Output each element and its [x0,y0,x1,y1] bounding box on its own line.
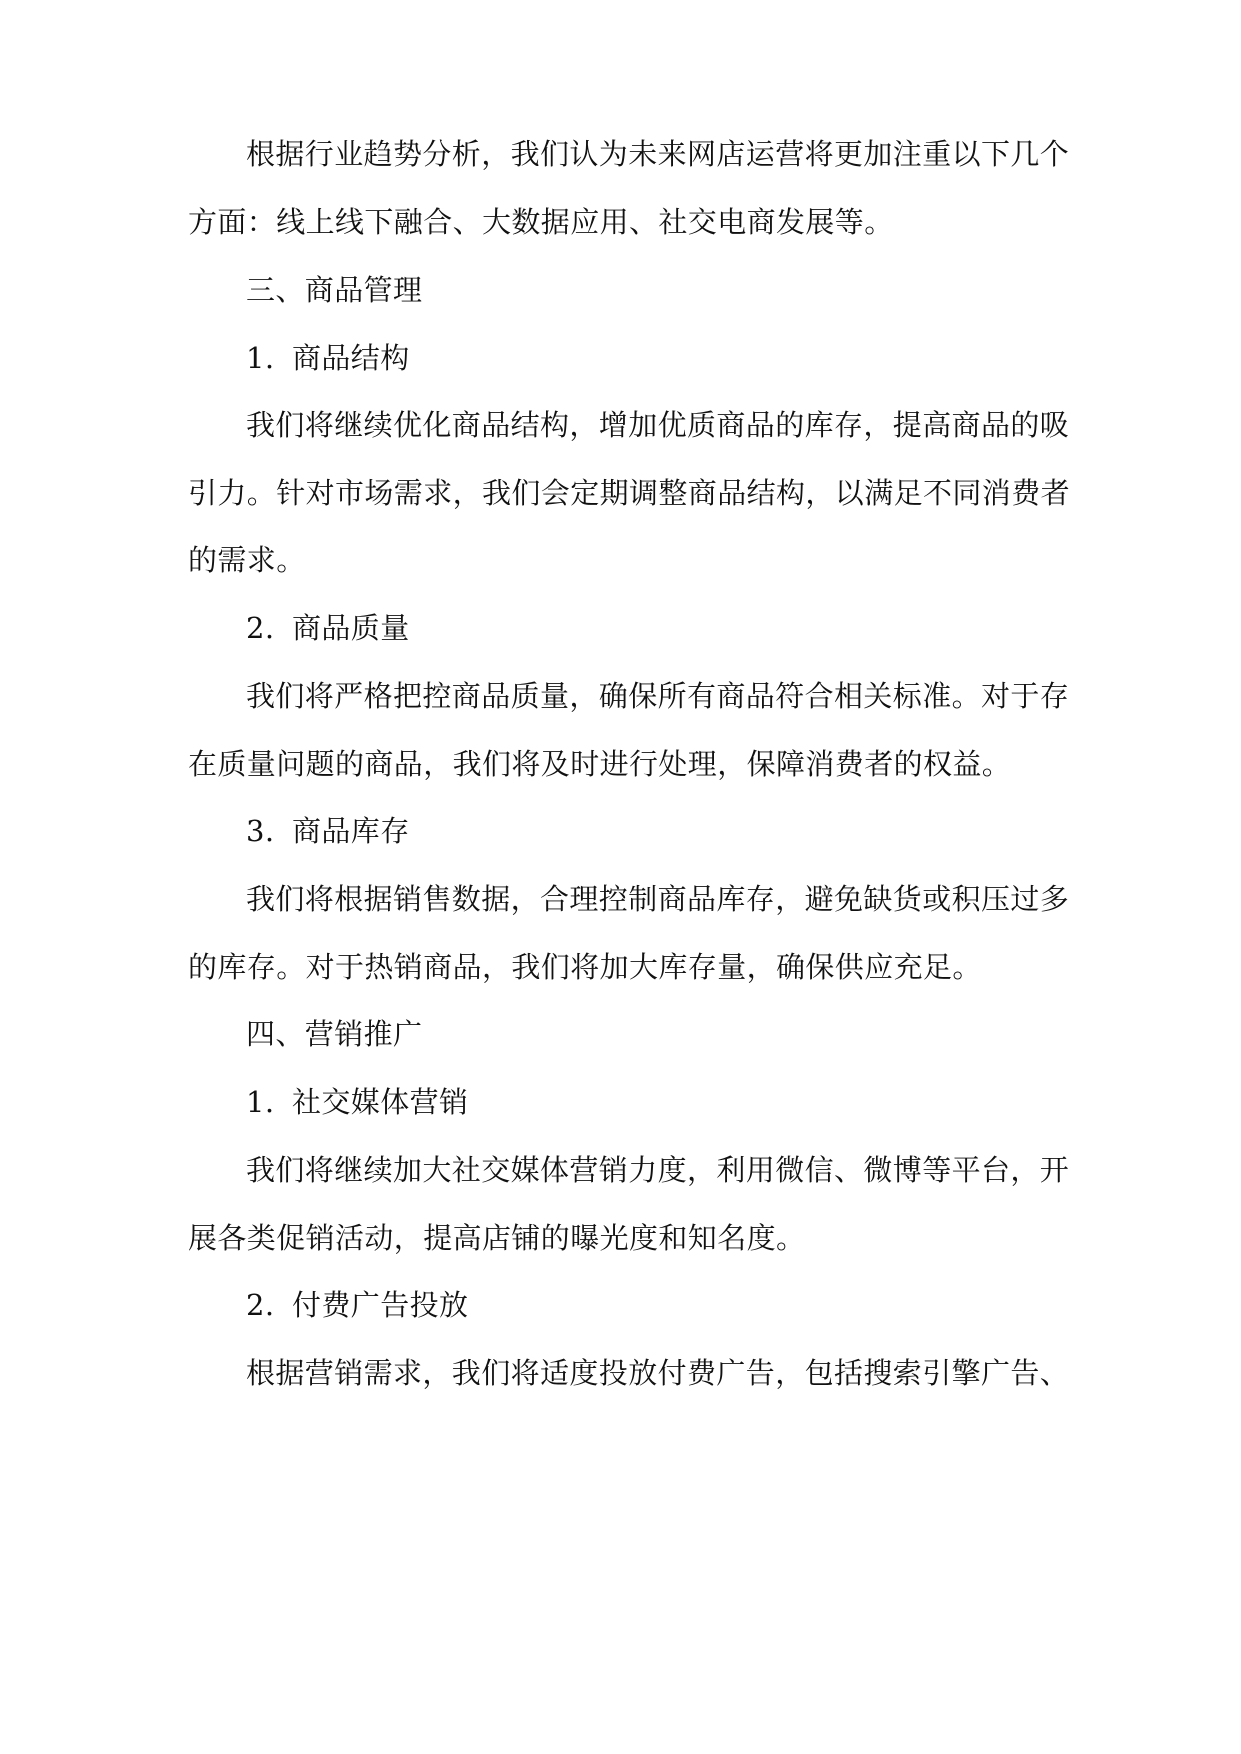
subsection-title: 商品结构 [292,341,410,375]
paragraph-line: 根据行业趋势分析，我们认为未来网店运营将更加注重以下几个 [246,137,1070,171]
section-heading: 三、商品管理 [246,273,423,307]
paragraph-line: 方面：线上线下融合、大数据应用、社交电商发展等。 [188,205,894,239]
subsection-title: 付费广告投放 [292,1288,469,1322]
paragraph-line: 的库存。对于热销商品，我们将加大库存量，确保供应充足。 [188,950,982,984]
section-heading: 四、营销推广 [246,1017,423,1051]
subsection-title: 商品质量 [292,611,410,645]
subsection-heading [246,1082,1126,1122]
paragraph-line: 我们将继续优化商品结构，增加优质商品的库存，提高商品的吸 [246,408,1070,442]
paragraph-line: 我们将继续加大社交媒体营销力度，利用微信、微博等平台，开 [246,1153,1070,1187]
subsection-number: 2. [246,1288,275,1322]
paragraph-line: 我们将严格把控商品质量，确保所有商品符合相关标准。对于存 [246,679,1070,713]
subsection-number: 1. [246,1085,275,1119]
subsection-heading [246,1285,1126,1325]
subsection-number: 3. [246,814,275,848]
paragraph-line: 的需求。 [188,543,306,577]
subsection-title: 社交媒体营销 [292,1085,469,1119]
paragraph-line: 我们将根据销售数据，合理控制商品库存，避免缺货或积压过多 [246,882,1070,916]
paragraph-line: 根据营销需求，我们将适度投放付费广告，包括搜索引擎广告、 [246,1356,1070,1390]
paragraph-line: 在质量问题的商品，我们将及时进行处理，保障消费者的权益。 [188,747,1012,781]
paragraph-line: 展各类促销活动，提高店铺的曝光度和知名度。 [188,1221,806,1255]
subsection-heading [246,608,1126,648]
subsection-number: 1. [246,341,275,375]
subsection-heading [246,811,1126,851]
subsection-number: 2. [246,611,275,645]
subsection-title: 商品库存 [292,814,410,848]
paragraph-line: 引力。针对市场需求，我们会定期调整商品结构，以满足不同消费者 [188,476,1071,510]
subsection-heading [246,338,1126,378]
